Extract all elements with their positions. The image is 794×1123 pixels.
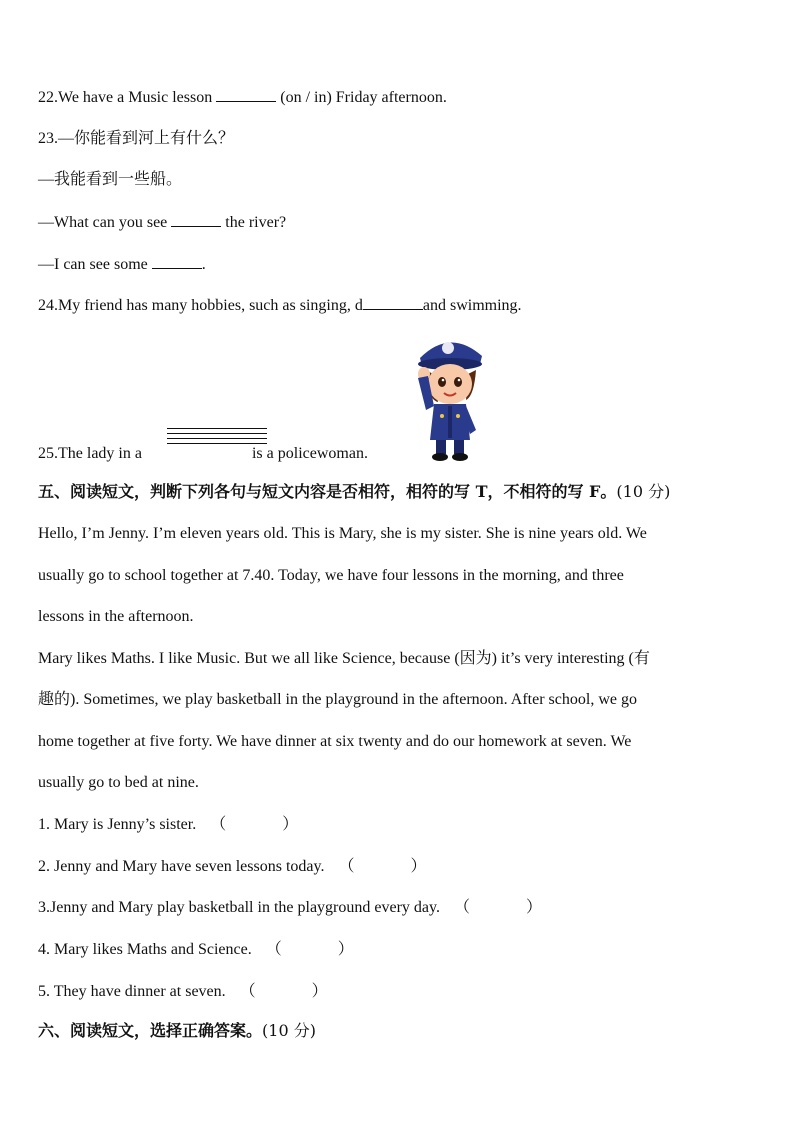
q23-blank-1[interactable] (171, 212, 221, 227)
reading-passage (38, 513, 756, 804)
statement-5: 5. They have dinner at seven. （ ） (38, 983, 328, 1000)
question-23-en-question: —What can you see the river? (38, 214, 287, 231)
passage-line: Hello, I’m Jenny. I’m eleven years old. This is Mary, she is my sister. She is nine years old. We (38, 525, 647, 542)
statement-2: 2. Jenny and Mary have seven lessons today. （ ） (38, 858, 427, 875)
answer-paren[interactable]: （ ） (239, 983, 328, 1000)
passage-line: usually go to school together at 7.40. Today, we have four lessons in the morning, and three (38, 566, 624, 584)
policewoman-icon (410, 330, 490, 462)
question-23-en-answer: —I can see some . (38, 256, 206, 273)
passage-line: lessons in the afternoon. (38, 608, 194, 625)
section-5-heading: 五、阅读短文，判断下列各句与短文内容是否相符，相符的写 T，不相符的写 F。(10 分) (38, 482, 671, 501)
passage-line: home together at five forty. We have dinner at six twenty and do our homework at seven. We (38, 732, 632, 750)
answer-paren[interactable]: （ ） (338, 858, 427, 875)
passage-line: Mary likes Maths. I like Music. But we all like Science, because (因为) it’s very interesting (有 (38, 649, 650, 667)
q23-blank-2[interactable] (152, 254, 202, 269)
statement-1: 1. Mary is Jenny’s sister. （ ） (38, 816, 299, 833)
answer-paren[interactable]: （ ） (265, 941, 354, 958)
statement-3: 3.Jenny and Mary play basketball in the playground every day. （ ） (38, 899, 542, 916)
question-23-zh: 23.—你能看到河上有什么？ (38, 130, 235, 147)
statement-4: 4. Mary likes Maths and Science. （ ） (38, 941, 354, 958)
q24-blank[interactable] (363, 295, 423, 310)
question-23-answer-zh: —我能看到一些船。 (38, 171, 183, 188)
question-24: 24.My friend has many hobbies, such as singing, d and swimming. (38, 297, 522, 314)
question-22: 22.We have a Music lesson (on / in) Friday afternoon. (38, 89, 447, 106)
question-25: 25.The lady in a is a policewoman. (38, 445, 368, 462)
q22-blank[interactable] (216, 87, 276, 102)
passage-line: 趣的). Sometimes, we play basketball in the playground in the afternoon. After school, we go (38, 691, 637, 708)
answer-paren[interactable]: （ ） (453, 899, 542, 916)
section-6-heading: 六、阅读短文，选择正确答案。(10 分) (38, 1021, 316, 1040)
passage-line: usually go to bed at nine. (38, 774, 199, 791)
answer-paren[interactable]: （ ） (210, 816, 299, 833)
